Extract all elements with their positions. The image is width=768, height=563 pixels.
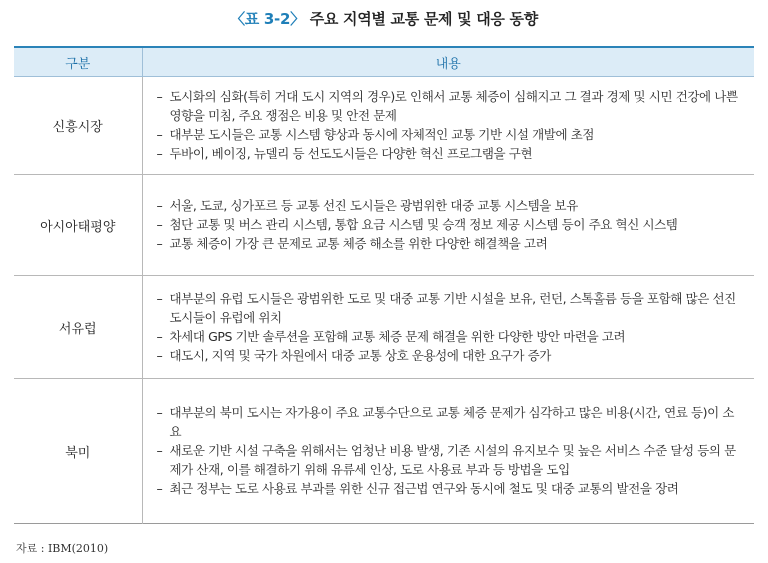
table-title — [0, 8, 768, 29]
item-text: 대부분 도시들은 교통 시스템 향상과 동시에 자체적인 교통 기반 시설 개발에 초점 — [169, 127, 595, 142]
dash-bullet: – — [156, 328, 163, 344]
region-cell: 신흥시장 — [14, 77, 142, 175]
dash-bullet: – — [156, 347, 163, 363]
dash-bullet: – — [156, 405, 163, 420]
list-item — [157, 125, 743, 144]
item-list — [157, 196, 743, 253]
column-header-category: 구분 — [14, 47, 142, 77]
list-item — [157, 196, 743, 215]
policy-table — [14, 46, 754, 524]
list-item — [157, 479, 743, 498]
table-row — [14, 276, 754, 379]
item-list — [157, 289, 743, 365]
list-item — [157, 234, 743, 253]
list-item — [157, 441, 743, 479]
item-list — [157, 403, 743, 498]
dash-bullet: – — [156, 236, 163, 251]
column-header-content: 내용 — [142, 47, 754, 77]
item-text: 최근 정부는 도로 사용료 부과를 위한 신규 접근법 연구와 동시에 철도 및 대중 교통의 발전을 장려 — [169, 481, 679, 496]
table-row — [14, 77, 754, 175]
dash-bullet: – — [156, 127, 163, 142]
table-row — [14, 379, 754, 524]
dash-bullet: – — [156, 290, 163, 306]
dash-bullet: – — [156, 146, 163, 161]
item-text: 대부분의 북미 도시는 자가용이 주요 교통수단으로 교통 체증 문제가 심각하고 많은 비용(시간, 연료 등)이 소요 — [169, 405, 735, 439]
content-cell — [142, 379, 754, 524]
list-item — [157, 346, 743, 365]
table-title-text: 주요 지역별 교통 문제 및 대응 동향 — [309, 10, 538, 28]
dash-bullet: – — [156, 481, 163, 496]
item-text: 서울, 도쿄, 싱가포르 등 교통 선진 도시들은 광범위한 대중 교통 시스템을 보유 — [169, 198, 578, 213]
item-list — [157, 87, 743, 163]
list-item — [157, 289, 743, 327]
table-row — [14, 175, 754, 276]
dash-bullet: – — [156, 198, 163, 213]
list-item — [157, 403, 743, 441]
list-item — [157, 87, 743, 125]
content-cell — [142, 77, 754, 175]
content-cell — [142, 175, 754, 276]
table-number-label: 〈표 3-2〉 — [230, 10, 305, 28]
dash-bullet: – — [156, 89, 163, 104]
item-text: 첨단 교통 및 버스 관리 시스템, 통합 요금 시스템 및 승객 정보 제공 시스템 등이 주요 혁신 시스템 — [169, 217, 678, 232]
item-text: 도시화의 심화(특히 거대 도시 지역의 경우)로 인해서 교통 체증이 심해지고 그 결과 경제 및 시민 건강에 나쁜 영향을 미침, 주요 쟁점은 비용 및 안전 문제 — [169, 89, 738, 123]
item-text: 교통 체증이 가장 큰 문제로 교통 체증 해소를 위한 다양한 해결책을 고려 — [169, 236, 548, 251]
region-cell: 서유럽 — [14, 276, 142, 379]
dash-bullet: – — [156, 443, 163, 458]
source-note: 자료 : IBM(2010) — [16, 542, 109, 555]
table-header-row — [14, 47, 754, 77]
list-item — [157, 327, 743, 346]
item-text: 대도시, 지역 및 국가 차원에서 대중 교통 상호 운용성에 대한 요구가 증가 — [169, 347, 551, 363]
item-text: 차세대 GPS 기반 솔루션을 포함해 교통 체증 문제 해결을 위한 다양한 방안 마련을 고려 — [169, 328, 626, 344]
content-cell — [142, 276, 754, 379]
region-cell: 북미 — [14, 379, 142, 524]
list-item — [157, 144, 743, 163]
item-text: 대부분의 유럽 도시들은 광범위한 도로 및 대중 교통 기반 시설을 보유, 런던, 스톡홀름 등을 포함해 많은 선진 도시들이 유럽에 위치 — [169, 290, 736, 325]
item-text: 두바이, 베이징, 뉴델리 등 선도도시들은 다양한 혁신 프로그램을 구현 — [169, 146, 533, 161]
region-cell: 아시아태평양 — [14, 175, 142, 276]
item-text: 새로운 기반 시설 구축을 위해서는 엄청난 비용 발생, 기존 시설의 유지보수 및 높은 서비스 수준 달성 등의 문제가 산재, 이를 해결하기 위해 유류세 인상, 도로 사용료 부과 등 방법을 도입 — [169, 443, 736, 477]
list-item — [157, 215, 743, 234]
dash-bullet: – — [156, 217, 163, 232]
